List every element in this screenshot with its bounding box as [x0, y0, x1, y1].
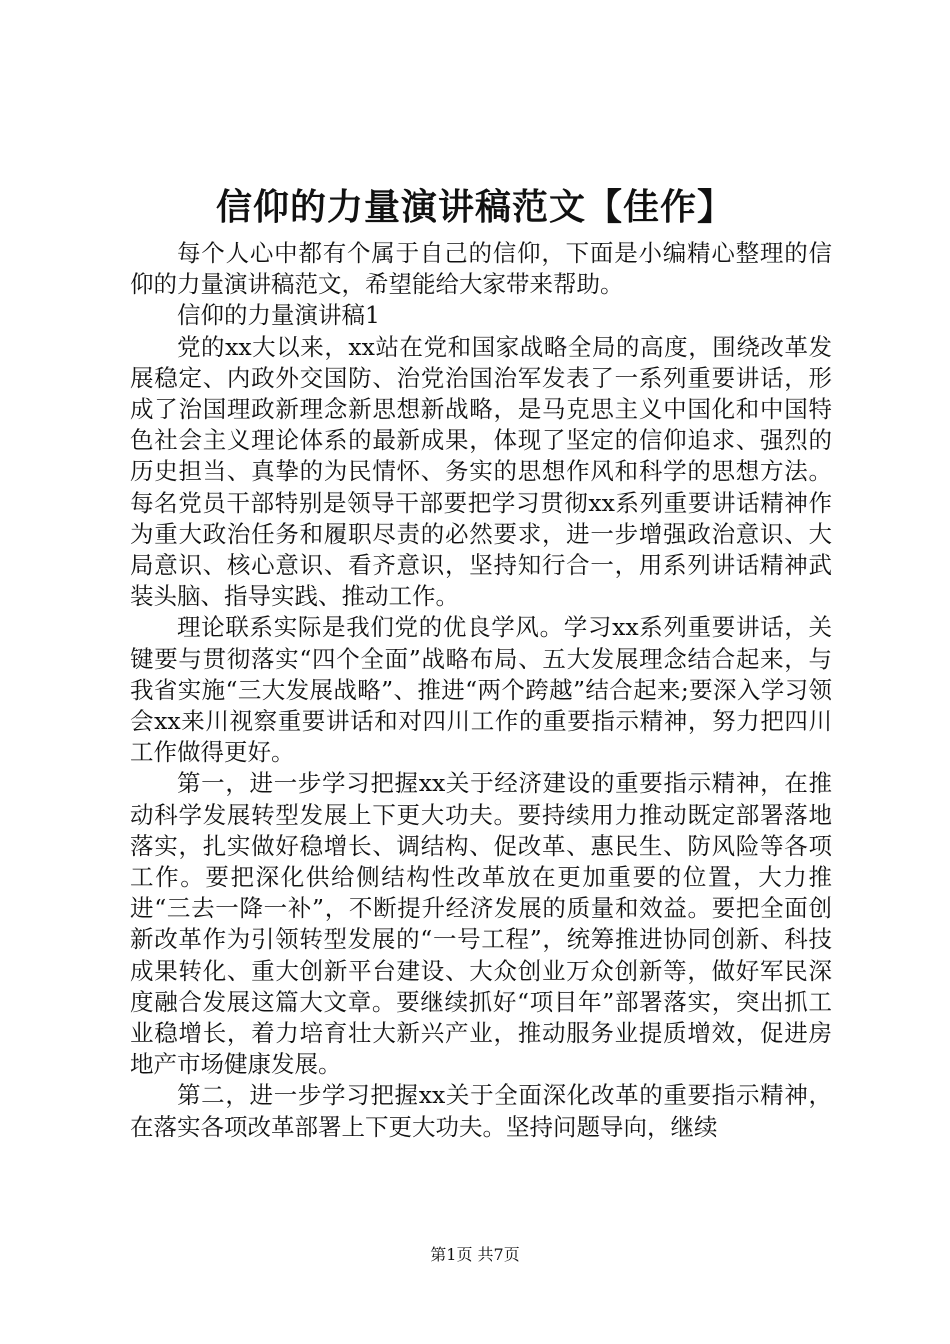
paragraph-body-3: 第一，进一步学习把握xx关于经济建设的重要指示精神，在推动科学发展转型发展上下更大功夫。要持续用力推动既定部署落地落实，扎实做好稳增长、调结构、促改革、惠民生、防风险等各项工作。要把深化供给侧结构性改革放在更加重要的位置，大力推进“三去一降一补”，不断提升经济发展的质量和效益。要把全面创新改革作为引领转型发展的“一号工程”，统筹推进协同创新、科技成果转化、重大创新平台建设、大众创业万众创新等，做好军民深度融合发展这篇大文章。要继续抓好“项目年”部署落实，突出抓工业稳增长，着力培育壮大新兴产业，推动服务业提质增效，促进房地产市场健康发展。	[130, 769, 832, 1079]
paragraph-intro: 每个人心中都有个属于自己的信仰，下面是小编精心整理的信仰的力量演讲稿范文，希望能给大家带来帮助。	[130, 239, 832, 299]
paragraph-body-2: 理论联系实际是我们党的优良学风。学习xx系列重要讲话，关键要与贯彻落实“四个全面”战略布局、五大发展理念结合起来，与我省实施“三大发展战略”、推进“两个跨越”结合起来;要深入学习领会xx来川视察重要讲话和对四川工作的重要指示精神，努力把四川工作做得更好。	[130, 613, 832, 767]
document-title: 信仰的力量演讲稿范文【佳作】	[215, 186, 734, 228]
page-footer: 第1页 共7页	[430, 1245, 520, 1264]
paragraph-subheading: 信仰的力量演讲稿1	[177, 301, 380, 330]
document-body	[130, 238, 832, 1143]
paragraph-body-4: 第二，进一步学习把握xx关于全面深化改革的重要指示精神，在落实各项改革部署上下更大功夫。坚持问题导向，继续	[130, 1081, 832, 1141]
paragraph-body-1: 党的xx大以来，xx站在党和国家战略全局的高度，围绕改革发展稳定、内政外交国防、治党治国治军发表了一系列重要讲话，形成了治国理政新理念新思想新战略，是马克思主义中国化和中国特色社会主义理论体系的最新成果，体现了坚定的信仰追求、强烈的历史担当、真挚的为民情怀、务实的思想作风和科学的思想方法。每名党员干部特别是领导干部要把学习贯彻xx系列重要讲话精神作为重大政治任务和履职尽责的必然要求，进一步增强政治意识、大局意识、核心意识、看齐意识，坚持知行合一，用系列讲话精神武装头脑、指导实践、推动工作。	[130, 332, 832, 611]
